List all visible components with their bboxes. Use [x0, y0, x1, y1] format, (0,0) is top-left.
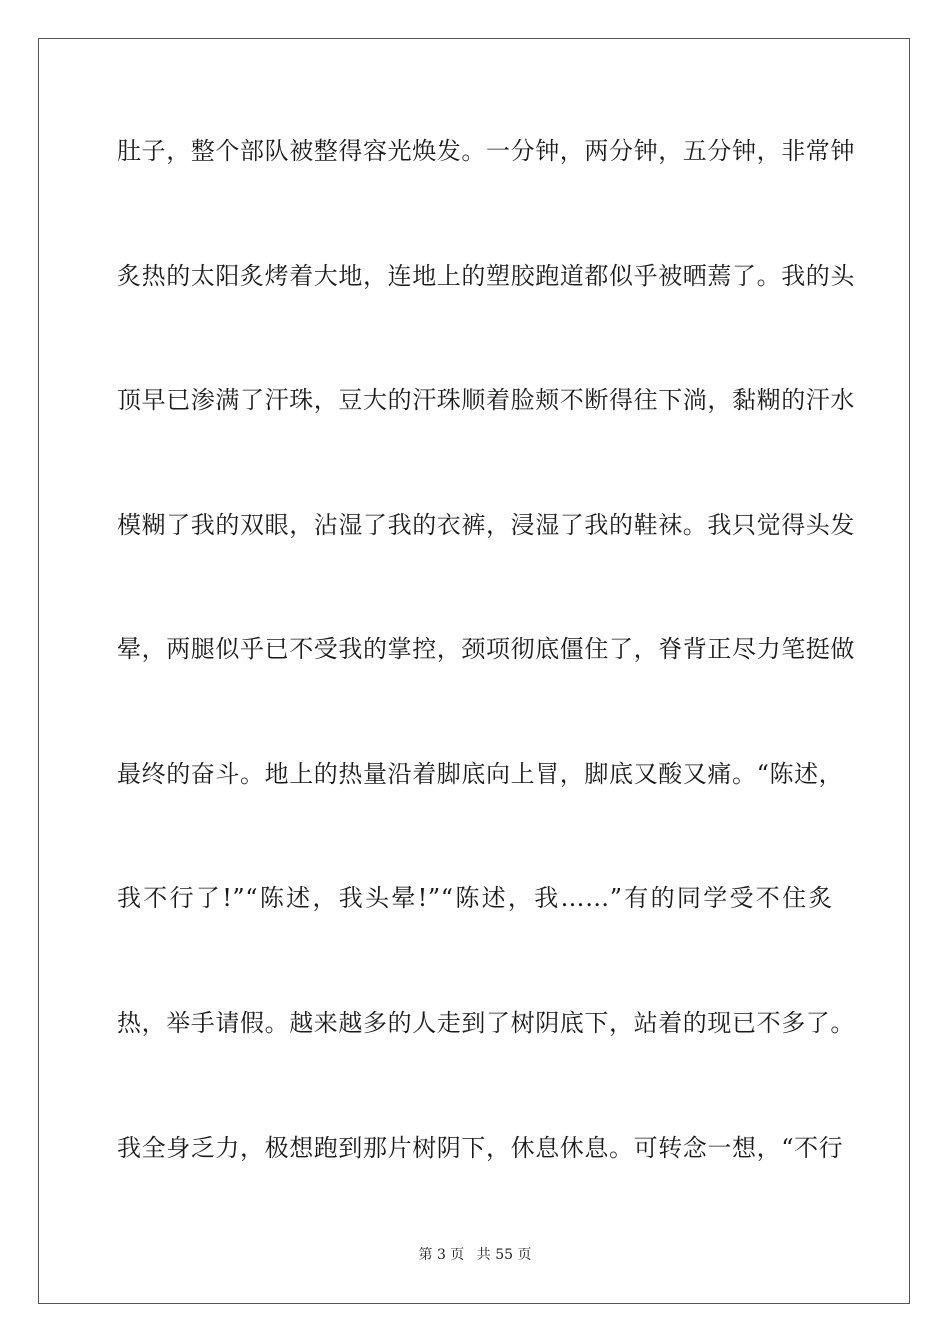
text-line-1: 肚子，整个部队被整得容光焕发。一分钟，两分钟，五分钟，非常钟 — [117, 137, 855, 165]
text-line-6: 最终的奋斗。地上的热量沿着脚底向上冒，脚底又酸又痛。“陈述， — [117, 760, 844, 788]
page-total: 共 55 页 — [476, 1247, 532, 1263]
text-line-2: 炙热的太阳炙烤着大地，连地上的塑胶跑道都似乎被晒蔫了。我的头 — [117, 262, 855, 290]
text-line-3: 顶早已渗满了汗珠，豆大的汗珠顺着脸颊不断得往下淌，黏糊的汗水 — [117, 386, 855, 414]
page-number: 第 3 页 — [418, 1247, 465, 1263]
text-line-7: 我不行了!”“陈述，我头晕!”“陈述，我……”有的同学受不住炙 — [117, 884, 833, 912]
text-line-4: 模糊了我的双眼，沾湿了我的衣裤，浸湿了我的鞋袜。我只觉得头发 — [117, 511, 855, 539]
page-border — [38, 38, 910, 1304]
text-line-5: 晕，两腿似乎已不受我的掌控，颈项彻底僵住了，脊背正尽力笔挺做 — [117, 635, 855, 663]
text-line-9: 我全身乏力，极想跑到那片树阴下，休息休息。可转念一想，“不行 — [117, 1134, 844, 1162]
text-line-8: 热，举手请假。越来越多的人走到了树阴底下，站着的现已不多了。 — [117, 1009, 855, 1037]
page-footer — [0, 1246, 950, 1264]
